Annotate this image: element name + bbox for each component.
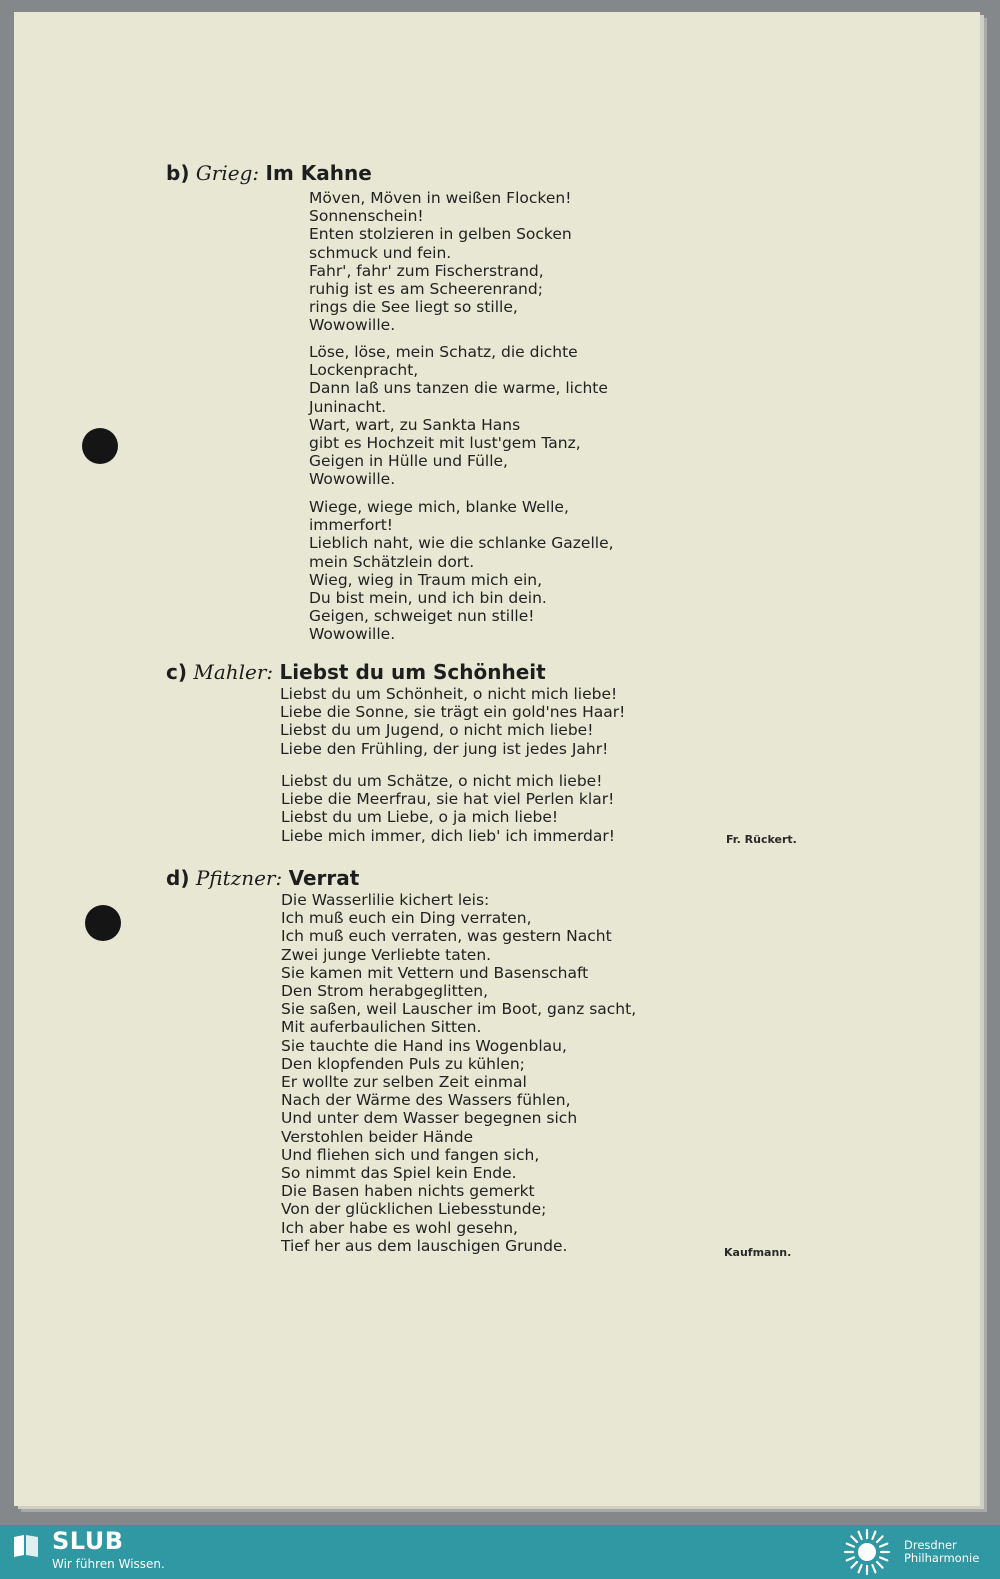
verse-line: Die Basen haben nichts gemerkt — [281, 1182, 535, 1201]
verse-line: Möven, Möven in weißen Flocken! — [309, 189, 572, 207]
verse-line: mein Schätzlein dort. — [309, 552, 475, 571]
verse-line: Liebst du um Schätze, o nicht mich liebe! — [281, 772, 603, 790]
verse-line: Enten stolzieren in gelben Socken — [309, 225, 572, 244]
verse-line: ruhig ist es am Scheerenrand; — [309, 280, 543, 299]
verse-line: Liebe die Sonne, sie trägt ein gold'nes Haar! — [280, 703, 626, 722]
verse-line: Ich muß euch verraten, was gestern Nacht — [281, 927, 612, 946]
verse-line: Ich aber habe es wohl gesehn, — [281, 1218, 518, 1237]
verse-line: Liebst du um Schönheit, o nicht mich liebe! — [280, 685, 618, 703]
verse-line: Den Strom herabgeglitten, — [281, 982, 489, 1001]
verse-line: Ich muß euch ein Ding verraten, — [281, 909, 532, 928]
verse-line: Lieblich naht, wie die schlanke Gazelle, — [309, 534, 614, 553]
stanza — [281, 772, 615, 845]
philharmonie-logo-icon — [842, 1527, 892, 1577]
stanza — [309, 498, 614, 644]
verse-line: Wowowille. — [309, 316, 396, 335]
verse-line: Wowowille. — [309, 470, 396, 489]
verse-line: Zwei junge Verliebte taten. — [281, 945, 492, 964]
philharmonie-line2: Philharmonie — [904, 1551, 980, 1565]
philharmonie-line1: Dresdner — [904, 1538, 957, 1552]
verse-line: gibt es Hochzeit mit lust'gem Tanz, — [309, 434, 581, 453]
verse-line: Verstohlen beider Hände — [281, 1127, 474, 1146]
philharmonie-name[interactable] — [904, 1539, 979, 1565]
verse-line: Liebst du um Liebe, o ja mich liebe! — [281, 808, 559, 827]
verse-line: rings die See liegt so stille, — [309, 298, 518, 317]
verse-line: Liebe die Meerfrau, sie hat viel Perlen klar! — [281, 790, 615, 809]
verse-line: Tief her aus dem lauschigen Grunde. — [281, 1236, 568, 1255]
slub-tagline: Wir führen Wissen. — [52, 1557, 165, 1571]
verse-line: Löse, löse, mein Schatz, die dichte — [309, 343, 578, 361]
verse-line: Die Wasserlilie kichert leis: — [281, 891, 490, 909]
verse-line: Sonnenschein! — [309, 207, 424, 226]
verse-line: Liebe den Frühling, der jung ist jedes Jahr! — [280, 739, 609, 758]
verse-line: immerfort! — [309, 516, 394, 535]
verse-line: Wiege, wiege mich, blanke Welle, — [309, 498, 569, 516]
song-letter: b) — [166, 161, 190, 185]
slub-logo-text[interactable]: SLUB — [52, 1527, 124, 1555]
lyricist-credit: Fr. Rückert. — [726, 833, 797, 846]
footer-bar — [0, 1525, 1000, 1579]
verse-line: Und fliehen sich und fangen sich, — [281, 1145, 540, 1164]
song-letter: c) — [166, 660, 187, 684]
verse-line: Dann laß uns tanzen die warme, lichte — [309, 379, 608, 398]
song-heading — [166, 660, 546, 684]
stanza — [309, 189, 572, 335]
verse-line: Fahr', fahr' zum Fischerstrand, — [309, 261, 544, 280]
verse-line: Liebe mich immer, dich lieb' ich immerdar! — [281, 826, 615, 845]
song-composer: Pfitzner: — [195, 866, 283, 890]
punch-hole — [85, 905, 121, 941]
song-title: Im Kahne — [265, 161, 372, 185]
verse-line: Lockenpracht, — [309, 361, 419, 380]
song-title: Verrat — [288, 866, 360, 890]
verse-line: Wieg, wieg in Traum mich ein, — [309, 570, 543, 589]
verse-line: schmuck und fein. — [309, 243, 452, 262]
song-heading — [166, 161, 372, 185]
verse-line: Liebst du um Jugend, o nicht mich liebe! — [280, 721, 594, 740]
book-icon — [12, 1533, 40, 1559]
verse-line: Nach der Wärme des Wassers fühlen, — [281, 1091, 571, 1110]
song-heading — [166, 866, 359, 890]
stanza — [280, 685, 625, 758]
stanza — [309, 343, 608, 489]
stanza — [281, 891, 636, 1255]
verse-line: Er wollte zur selben Zeit einmal — [281, 1073, 527, 1092]
verse-line: Sie saßen, weil Lauscher im Boot, ganz sacht, — [281, 1000, 637, 1019]
verse-line: Von der glücklichen Liebesstunde; — [281, 1200, 547, 1219]
verse-line: Juninacht. — [309, 397, 387, 416]
verse-line: Geigen, schweiget nun stille! — [309, 607, 535, 626]
lyricist-credit: Kaufmann. — [724, 1246, 792, 1259]
song-composer: Mahler: — [193, 660, 274, 684]
verse-line: Wart, wart, zu Sankta Hans — [309, 415, 521, 434]
verse-line: So nimmt das Spiel kein Ende. — [281, 1164, 517, 1183]
verse-line: Und unter dem Wasser begegnen sich — [281, 1109, 578, 1128]
verse-line: Mit auferbaulichen Sitten. — [281, 1018, 482, 1037]
punch-hole — [82, 428, 118, 464]
verse-line: Den klopfenden Puls zu kühlen; — [281, 1054, 525, 1073]
verse-line: Geigen in Hülle und Fülle, — [309, 452, 508, 471]
song-letter: d) — [166, 866, 190, 890]
verse-line: Wowowille. — [309, 625, 396, 644]
verse-line: Sie kamen mit Vettern und Basenschaft — [281, 963, 589, 982]
song-title: Liebst du um Schönheit — [279, 660, 546, 684]
song-composer: Grieg: — [195, 161, 260, 185]
verse-line: Du bist mein, und ich bin dein. — [309, 589, 547, 608]
verse-line: Sie tauchte die Hand ins Wogenblau, — [281, 1036, 567, 1055]
